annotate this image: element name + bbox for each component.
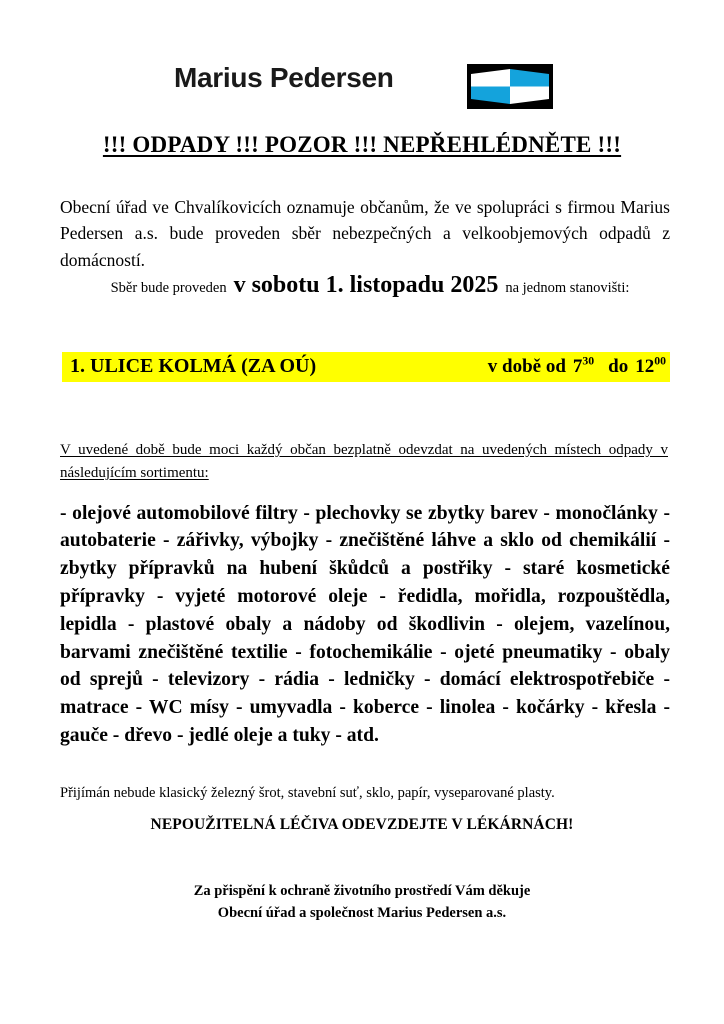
brand-wordmark: Marius Pedersen xyxy=(174,62,394,93)
instructions-note: V uvedené době bude moci každý občan bezplatně odevzdat na uvedených místech odpady v následujícím sortimentu: xyxy=(60,442,668,482)
date-prefix: Sběr bude proveden xyxy=(110,280,227,296)
collection-time-range xyxy=(488,356,666,378)
excluded-waste-note: Přijímán nebude klasický železný šrot, stavební suť, sklo, papír, vyseparované plasty. xyxy=(60,784,555,801)
pharmacy-notice: NEPOUŽITELNÁ LÉČIVA ODEVZDEJTE V LÉKÁRNÁCH! xyxy=(150,816,574,833)
time-separator-label: do xyxy=(608,356,629,377)
brand-header xyxy=(0,62,724,112)
marius-pedersen-logo-icon xyxy=(467,64,553,109)
collection-point-banner xyxy=(62,352,670,382)
time-to-hour: 12 xyxy=(635,356,655,377)
page-title-text: !!! ODPADY !!! POZOR !!! NEPŘEHLÉDNĚTE !!! xyxy=(102,132,622,157)
collection-date: v sobotu 1. listopadu 2025 xyxy=(233,272,499,298)
page-title xyxy=(0,132,724,158)
collection-point-address: 1. ULICE KOLMÁ (ZA OÚ) xyxy=(70,355,317,377)
time-to-minutes: 00 xyxy=(654,354,666,368)
poster-footer xyxy=(0,880,724,925)
time-from-hour: 7 xyxy=(572,356,583,377)
date-suffix: na jednom stanovišti: xyxy=(505,280,630,296)
time-prefix-label: v době od xyxy=(487,356,566,377)
footer-line-2: Obecní úřad a společnost Marius Pedersen a.s. xyxy=(217,905,507,922)
collection-date-line xyxy=(60,272,680,299)
accepted-waste-list: - olejové automobilové filtry - plechovky se zbytky barev - monočlánky - autobaterie - zářivky, výbojky - znečištěné láhve a sklo od chemikálií - zbytky přípravků na hubení škůdců a postřiky - staré kosmetické přípravky - vyjeté motorové oleje - ředidla, mořidla, rozpouštědla, lepidla - plastové obaly a nádoby od škodlivin - olejem, vazelínou, barvami znečištěné textilie - fotochemikálie - ojeté pneumatiky - obaly od sprejů - televizory - rádia - ledničky - domácí elektrospotřebiče - matrace - WC mísy - umyvadla - koberce - linolea - kočárky - křesla - gauče - dřevo - jedlé oleje a tuky - atd. xyxy=(60,502,670,747)
time-from-minutes: 30 xyxy=(582,354,595,368)
footer-line-1: Za přispění k ochraně životního prostředí Vám děkuje xyxy=(193,883,531,899)
intro-paragraph: Obecní úřad ve Chvalíkovicích oznamuje občanům, že ve spolupráci s firmou Marius Pedersen a.s. bude proveden sběr nebezpečných a velkoobjemových odpadů z domácností. xyxy=(60,196,670,270)
